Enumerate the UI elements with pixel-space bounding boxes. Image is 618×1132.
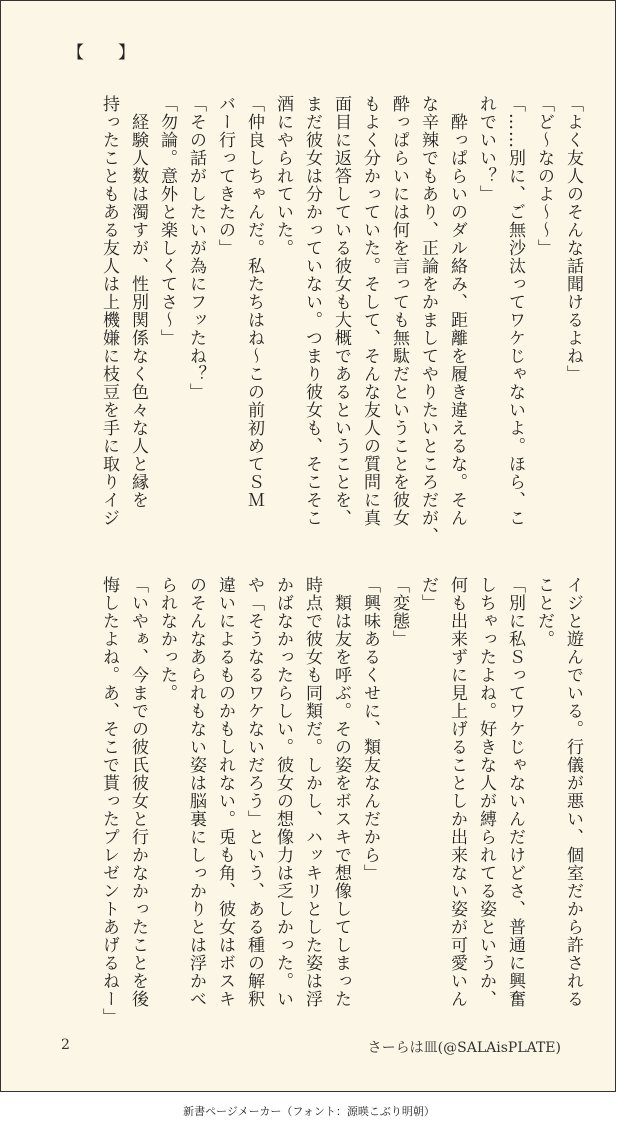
text-line: 「ど〜なのよ〜〜」 <box>534 95 554 257</box>
text-line: 「……別に、ご無沙汰ってワケじゃないよ。ほら、こ <box>505 95 525 527</box>
text-line: 悔したよね。あ、そこで貰ったプレゼントあげるねー」 <box>99 576 119 1026</box>
text-line: 経験人数は濁すが、性別関係なく色々な人と縁を <box>128 95 148 509</box>
text-line: 「いやぁ、今までの彼氏彼女と行かなかったことを後 <box>128 576 148 1008</box>
text-line: られなかった。 <box>157 576 177 702</box>
text-line: もよく分かっていた。そして、そんな友人の質問に真 <box>360 95 380 527</box>
generator-credit: 新書ページメーカー（フォント：源暎こぶり明朝） <box>183 1105 435 1118</box>
author-credit: さーらは皿(@SALAisPLATE) <box>367 1040 561 1056</box>
text-line: のそんなあられもない姿は脳裏にしっかりとは浮かべ <box>186 576 206 1008</box>
text-line: 違いによるものかもしれない。兎も角、彼女はボスキ <box>215 576 235 1008</box>
text-line: 類は友を呼ぶ。その姿をボスキで想像してしまった <box>331 576 351 1008</box>
page-number: 2 <box>61 1037 70 1053</box>
text-line: 酔っぱらいには何を言っても無駄だということを彼女 <box>389 95 409 527</box>
text-line: 時点で彼女も同類だ。しかし、ハッキリとした姿は浮 <box>302 576 322 1008</box>
text-line: バー行ってきたの」 <box>215 95 235 257</box>
text-line: 「勿論。意外と楽しくてさ〜」 <box>157 95 177 347</box>
text-line: な辛辣でもあり、正論をかましてやりたいところだが、 <box>418 95 438 545</box>
text-line: 酔っぱらいのダル絡み、距離を履き違えるな。そん <box>447 95 467 527</box>
title-brackets: 【 】 <box>67 43 135 63</box>
text-line: 「興味あるくせに、類友なんだから」 <box>360 576 380 882</box>
text-line: れでいい？」 <box>476 95 496 203</box>
text-line: 「変態」 <box>389 576 409 648</box>
text-line: 「その話がしたいが為にフッたね？」 <box>186 95 206 401</box>
text-block-bottom <box>94 576 587 1026</box>
text-line: ことだ。 <box>534 576 554 648</box>
text-line: 「仲良しちゃんだ。私たちはね〜この前初めてＳＭ <box>244 95 264 509</box>
text-line: かばなかったらしい。彼女の想像力は乏しかった。い <box>273 576 293 1008</box>
text-line: イジと遊んでいる。行儀が悪い、個室だから許される <box>563 576 583 1008</box>
text-line: 何も出来ずに見上げることしか出来ない姿が可愛いん <box>447 576 467 1008</box>
text-line: や「そうなるワケないだろう」という、ある種の解釈 <box>244 576 264 1008</box>
text-line: しちゃったよね。好きな人が縛られてる姿というか、 <box>476 576 496 1008</box>
text-line: 「別に私Ｓってワケじゃないんだけどさ、普通に興奮 <box>505 576 525 1008</box>
text-line: 酒にやられていた。 <box>273 95 293 257</box>
text-block-top <box>94 95 587 545</box>
text-line: だ」 <box>418 576 438 612</box>
text-line: まだ彼女は分かっていない。つまり彼女も、そこそこ <box>302 95 322 527</box>
text-line: 「よく友人のそんな話聞けるよね」 <box>563 95 583 383</box>
text-line: 持ったこともある友人は上機嫌に枝豆を手に取りイジ <box>99 95 119 527</box>
text-line: 面目に返答している彼女も大概であるということを、 <box>331 95 351 527</box>
